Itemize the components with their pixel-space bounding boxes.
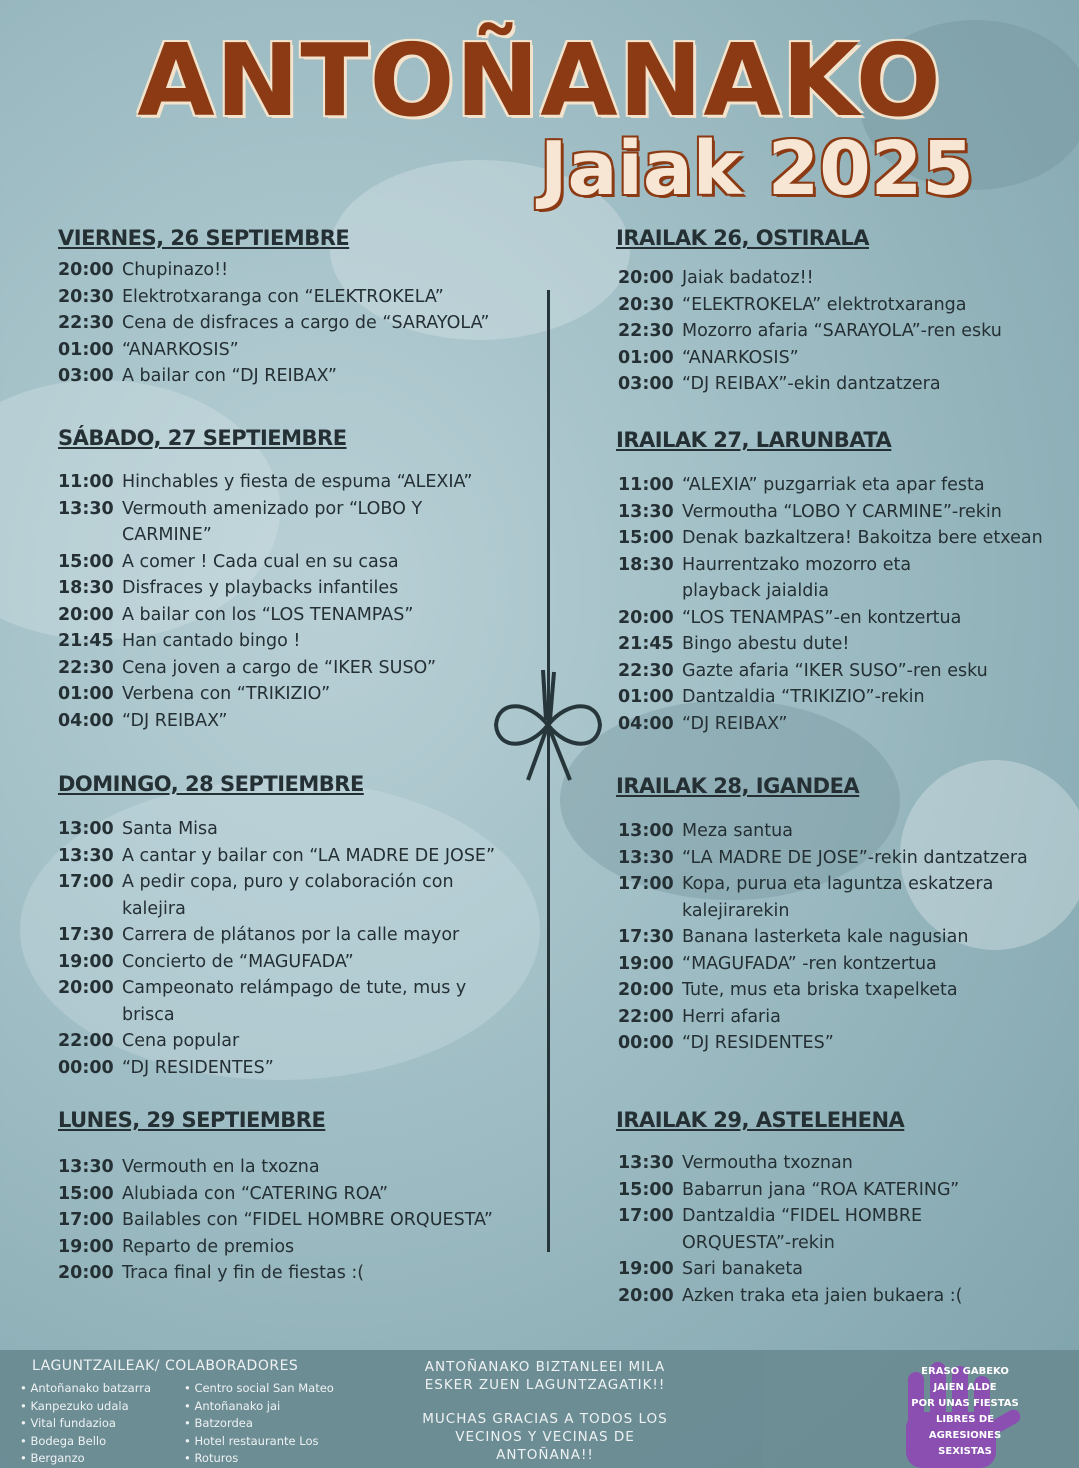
event-description: Bailables con “FIDEL HOMBRE ORQUESTA” (122, 1210, 493, 1230)
event-description: “DJ REIBAX” (122, 710, 228, 731)
event-description: A comer ! Cada cual en su casa (122, 551, 399, 572)
event-description: Hinchables y fiesta de espuma “ALEXIA” (122, 472, 473, 492)
event-time: 19:00 (58, 1236, 114, 1257)
event-time: 20:00 (58, 604, 114, 625)
event-time: 20:00 (58, 260, 114, 280)
event-description: A cantar y bailar con “LA MADRE DE JOSE” (122, 845, 496, 866)
collaborators-title: LAGUNTZAILEAK/ COLABORADORES (32, 1358, 299, 1374)
event-time: 13:30 (618, 847, 674, 868)
day-heading: IRAILAK 29, ASTELEHENA (616, 1108, 905, 1132)
event-description: Carrera de plátanos por la calle mayor (122, 925, 460, 945)
collaborator-item: • Antoñanako batzarra (20, 1380, 151, 1398)
day-heading: LUNES, 29 SEPTIEMBRE (58, 1108, 326, 1132)
thanks-basque (390, 1358, 700, 1394)
thanks-spanish (390, 1410, 700, 1464)
event-description: Dantzaldia “TRIKIZIO”-rekin (682, 687, 925, 707)
event-time: 00:00 (58, 1057, 114, 1078)
thanks-line: ANTOÑANA!! (496, 1447, 594, 1463)
event-description: Denak bazkaltzera! Bakoitza bere etxean (682, 528, 1043, 548)
event-description: “LA MADRE DE JOSE”-rekin dantzatzera (682, 847, 1028, 868)
event-description: “ELEKTROKELA” elektrotxaranga (682, 294, 967, 315)
event-time: 01:00 (618, 687, 674, 707)
collaborator-item: • Hotel restaurante Los (184, 1433, 334, 1451)
event-description: Haurrentzako mozorro eta (682, 554, 912, 575)
day-heading: SÁBADO, 27 SEPTIEMBRE (58, 426, 347, 450)
collaborator-item: • Berganzo (20, 1450, 151, 1468)
event-description: Concierto de “MAGUFADA” (122, 951, 354, 972)
event-description: Vermoutha txoznan (682, 1153, 853, 1173)
event-time: 22:30 (618, 660, 674, 681)
day-heading: IRAILAK 28, IGANDEA (616, 774, 860, 798)
event-description: “DJ REIBAX”-ekin dantzatzera (682, 374, 941, 394)
event-time: 20:00 (618, 980, 674, 1000)
event-description: Han cantado bingo ! (122, 631, 301, 651)
event-description: Banana lasterketa kale nagusian (682, 927, 969, 947)
event-description: Kopa, purua eta laguntza eskatzera (682, 874, 994, 894)
event-description: Meza santua (682, 821, 793, 841)
event-description: Vermouth amenizado por “LOBO Y (122, 498, 423, 519)
ribbon-bow-icon (488, 660, 608, 790)
event-time: 13:30 (58, 845, 114, 866)
event-time: 00:00 (618, 1033, 674, 1053)
event-time: 15:00 (618, 1179, 674, 1200)
event-time: 17:30 (618, 927, 674, 947)
event-time: 22:30 (58, 313, 114, 333)
event-time: 13:30 (58, 498, 114, 519)
event-description-continued: CARMINE” (122, 525, 212, 545)
event-description: “DJ REIBAX” (682, 713, 788, 734)
event-description: Alubiada con “CATERING ROA” (122, 1183, 389, 1204)
event-description-continued: ORQUESTA”-rekin (682, 1232, 835, 1253)
day-heading: IRAILAK 27, LARUNBATA (616, 428, 892, 452)
event-description: “LOS TENAMPAS”-en kontzertua (682, 607, 962, 628)
thanks-line: ANTOÑANAKO BIZTANLEEI MILA (424, 1359, 666, 1375)
event-description: Tute, mus eta briska txapelketa (682, 980, 958, 1000)
event-time: 13:30 (618, 1153, 674, 1173)
event-time: 20:30 (618, 294, 674, 315)
event-description: Gazte afaria “IKER SUSO”-ren esku (682, 660, 988, 681)
event-time: 13:30 (618, 501, 674, 522)
event-description: Sari banaketa (682, 1259, 803, 1279)
hand-text-line: SEXISTAS (938, 1446, 992, 1457)
collaborators-list (184, 1380, 334, 1468)
event-description: Cena joven a cargo de “IKER SUSO” (122, 657, 437, 678)
event-description: Cena popular (122, 1031, 240, 1051)
event-description: Elektrotxaranga con “ELEKTROKELA” (122, 286, 444, 307)
page-title: ANTOÑANAKO (137, 22, 942, 139)
event-time: 17:00 (58, 872, 114, 892)
collaborator-item: • Bodega Bello (20, 1433, 151, 1451)
event-description: “MAGUFADA” -ren kontzertua (682, 953, 937, 974)
event-description: Cena de disfraces a cargo de “SARAYOLA” (122, 313, 490, 333)
event-time: 17:30 (58, 925, 114, 945)
event-time: 20:00 (618, 268, 674, 288)
collaborators-list (20, 1380, 151, 1468)
event-time: 19:00 (618, 1259, 674, 1279)
event-time: 22:00 (618, 1006, 674, 1027)
event-description: Traca final y fin de fiestas :( (122, 1263, 365, 1283)
event-time: 21:45 (58, 631, 114, 651)
hand-text-line: AGRESIONES (928, 1430, 1002, 1441)
event-description: Bingo abestu dute! (682, 634, 850, 654)
collaborator-item: • Batzordea (184, 1415, 334, 1433)
event-time: 03:00 (618, 374, 674, 394)
event-description: Dantzaldia “FIDEL HOMBRE (682, 1206, 923, 1226)
thanks-line: ESKER ZUEN LAGUNTZAGATIK!! (424, 1377, 666, 1393)
event-time: 20:00 (58, 1263, 114, 1283)
event-time: 18:30 (58, 578, 114, 598)
event-description: Babarrun jana “ROA KATERING” (682, 1179, 960, 1200)
event-description: “DJ RESIDENTES” (682, 1033, 834, 1053)
event-description-continued: playback jaialdia (682, 581, 829, 601)
event-time: 15:00 (58, 551, 114, 572)
thanks-line: MUCHAS GRACIAS A TODOS LOS (422, 1411, 668, 1427)
event-description-continued: brisca (122, 1004, 175, 1025)
event-description: “DJ RESIDENTES” (122, 1057, 274, 1078)
event-time: 19:00 (618, 953, 674, 974)
event-time: 22:00 (58, 1031, 114, 1051)
page-subtitle: Jaiak 2025 (540, 126, 974, 212)
event-time: 17:00 (58, 1210, 114, 1230)
event-description: A bailar con “DJ REIBAX” (122, 366, 337, 386)
event-description: Jaiak badatoz!! (682, 268, 814, 288)
event-description: Campeonato relámpago de tute, mus y (122, 978, 467, 998)
event-time: 17:00 (618, 874, 674, 894)
hand-text-line: JAIEN ALDE (933, 1382, 997, 1393)
collaborator-item: • Vital fundazioa (20, 1415, 151, 1433)
thanks-line: VECINOS Y VECINAS DE (455, 1429, 635, 1445)
event-time: 21:45 (618, 634, 674, 654)
anti-aggression-text (900, 1364, 1030, 1460)
event-time: 01:00 (58, 684, 114, 704)
event-time: 11:00 (618, 475, 674, 495)
event-time: 20:00 (618, 1285, 674, 1306)
event-description: Mozorro afaria “SARAYOLA”-ren esku (682, 321, 1002, 341)
event-time: 13:30 (58, 1157, 114, 1177)
day-heading: VIERNES, 26 SEPTIEMBRE (58, 226, 350, 250)
event-description: Disfraces y playbacks infantiles (122, 578, 399, 598)
event-time: 04:00 (618, 713, 674, 734)
hand-text-line: POR UNAS FIESTAS (911, 1398, 1019, 1409)
event-time: 18:30 (618, 554, 674, 575)
event-time: 11:00 (58, 472, 114, 492)
event-description-continued: kalejira (122, 898, 186, 919)
day-heading: DOMINGO, 28 SEPTIEMBRE (58, 772, 364, 796)
collaborator-item: • Centro social San Mateo (184, 1380, 334, 1398)
event-description: Verbena con “TRIKIZIO” (122, 684, 331, 704)
event-time: 20:30 (58, 286, 114, 307)
hand-text-line: LIBRES DE (935, 1414, 995, 1425)
event-description: Vermouth en la txozna (122, 1157, 320, 1177)
event-description: “ANARKOSIS” (122, 339, 239, 360)
collaborator-item: • Kanpezuko udala (20, 1398, 151, 1416)
event-description: “ANARKOSIS” (682, 347, 799, 368)
day-heading: IRAILAK 26, OSTIRALA (616, 226, 869, 250)
event-time: 22:30 (618, 321, 674, 341)
event-time: 01:00 (58, 339, 114, 360)
event-description: “ALEXIA” puzgarriak eta apar festa (682, 475, 985, 495)
event-time: 19:00 (58, 951, 114, 972)
event-description: Chupinazo!! (122, 260, 229, 280)
event-time: 20:00 (58, 978, 114, 998)
event-description: A pedir copa, puro y colaboración con (122, 872, 454, 892)
event-time: 15:00 (58, 1183, 114, 1204)
event-description: Santa Misa (122, 819, 218, 839)
event-description: Herri afaria (682, 1006, 781, 1027)
hand-text-line: ERASO GABEKO (921, 1366, 1009, 1377)
event-time: 13:00 (58, 819, 114, 839)
event-time: 13:00 (618, 821, 674, 841)
event-time: 20:00 (618, 607, 674, 628)
event-description: Azken traka eta jaien bukaera :( (682, 1285, 963, 1306)
collaborator-item: • Roturos (184, 1450, 334, 1468)
event-description: Vermoutha “LOBO Y CARMINE”-rekin (682, 501, 1002, 522)
event-description: A bailar con los “LOS TENAMPAS” (122, 604, 414, 625)
event-time: 17:00 (618, 1206, 674, 1226)
event-time: 15:00 (618, 528, 674, 548)
event-time: 22:30 (58, 657, 114, 678)
event-time: 04:00 (58, 710, 114, 731)
event-description: Reparto de premios (122, 1236, 295, 1257)
event-time: 01:00 (618, 347, 674, 368)
event-time: 03:00 (58, 366, 114, 386)
collaborator-item: • Antoñanako jai (184, 1398, 334, 1416)
event-description-continued: kalejirarekin (682, 900, 790, 921)
